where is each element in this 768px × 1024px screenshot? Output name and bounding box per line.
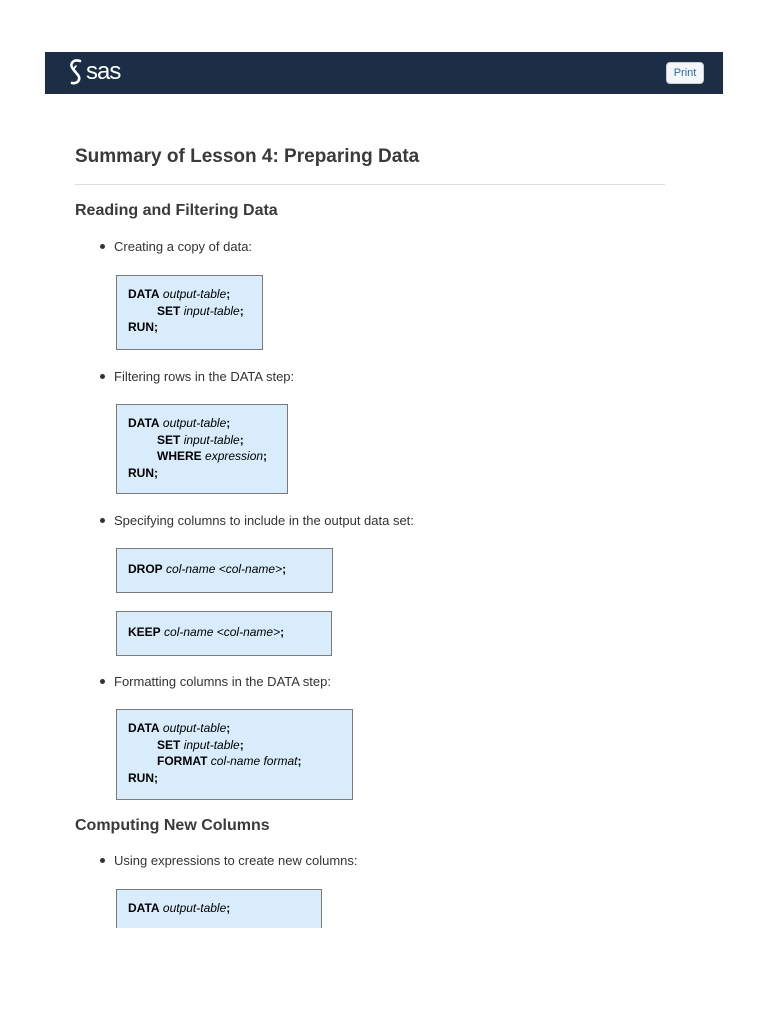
code-block: [116, 709, 353, 800]
list-item: [100, 513, 414, 528]
code-line: KEEP col-name <col-name>;: [128, 625, 285, 639]
code-block-drop: [116, 548, 333, 593]
code-line: DATA output-table;: [128, 287, 231, 301]
bullet-dot: [100, 858, 105, 863]
code-line: DATA output-table;: [128, 721, 231, 735]
code-block-keep: [116, 611, 332, 656]
sas-logo[interactable]: [67, 56, 120, 88]
code-block: [116, 404, 288, 494]
bullet-dot: [100, 374, 105, 379]
list-item-text: Creating a copy of data:: [114, 239, 253, 254]
list-item: [100, 853, 358, 868]
code-line: RUN;: [128, 320, 158, 334]
list-item-text: Specifying columns to include in the output data set:: [114, 513, 414, 528]
code-block: [116, 889, 322, 928]
code-line: SET input-table;: [157, 432, 244, 447]
code-line: RUN;: [128, 465, 158, 480]
code-line: SET input-table;: [157, 737, 244, 752]
code-block: [116, 275, 263, 350]
logo-text: sas: [86, 58, 121, 85]
list-item: [100, 369, 294, 384]
list-item-text: Filtering rows in the DATA step:: [114, 369, 295, 384]
code-line: WHERE expression;: [157, 449, 268, 463]
print-button[interactable]: Print: [666, 62, 704, 84]
code-line: RUN;: [128, 770, 158, 785]
section-heading-computing-columns: Computing New Columns: [75, 817, 270, 834]
code-line: DROP col-name <col-name>;: [128, 562, 287, 576]
code-line: FORMAT col-name format;: [157, 754, 302, 768]
bullet-dot: [100, 518, 105, 523]
section-heading-reading-filtering: Reading and Filtering Data: [75, 202, 278, 219]
bullet-dot: [100, 679, 105, 684]
header-bar: [45, 52, 723, 94]
list-item: [100, 239, 252, 254]
sas-logo-icon: [67, 58, 85, 86]
page-title: Summary of Lesson 4: Preparing Data: [75, 146, 420, 167]
list-item: [100, 674, 331, 689]
code-line: DATA output-table;: [128, 901, 231, 915]
code-line: SET input-table;: [157, 303, 244, 318]
bullet-dot: [100, 244, 105, 249]
title-divider: [75, 184, 665, 185]
list-item-text: Using expressions to create new columns:: [114, 853, 358, 868]
code-line: DATA output-table;: [128, 416, 231, 430]
list-item-text: Formatting columns in the DATA step:: [114, 674, 331, 689]
